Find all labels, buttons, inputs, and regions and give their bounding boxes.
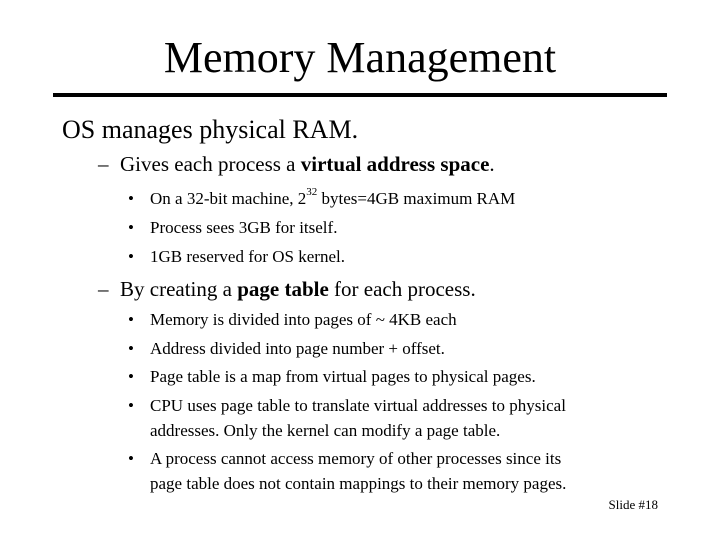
bullet-marker: • [128, 396, 134, 415]
bullet-text: CPU uses page table to translate virtual addresses to physical [150, 396, 566, 415]
slide-title: Memory Management [163, 33, 557, 82]
bullet-1gb [128, 242, 345, 271]
bullet-text: On a 32-bit machine, 2 [150, 189, 307, 208]
bullet-marker: • [128, 189, 134, 208]
title-divider [53, 93, 667, 97]
bullet-map [128, 362, 536, 391]
exponent: 32 [306, 186, 318, 199]
sub-point-virtual-address-space [98, 150, 495, 178]
bullet-marker: • [128, 247, 134, 266]
bullet-marker: • [128, 339, 134, 358]
bullet-marker: • [128, 367, 134, 386]
sub-point-page-table [98, 275, 476, 303]
bullet-text: A process cannot access memory of other processes since its [150, 449, 562, 468]
emphasis-text: virtual address space [300, 152, 490, 176]
bullet-text: Address divided into page number + offset. [150, 339, 445, 358]
bullet-pages [128, 305, 457, 334]
sub-point-text: Gives each process a [120, 152, 301, 176]
bullet-marker: • [128, 218, 134, 237]
bullet-text: 1GB reserved for OS kernel. [150, 247, 345, 266]
emphasis-text: page table [237, 277, 329, 301]
bullet-text-end: bytes=4GB maximum RAM [317, 189, 516, 208]
sub-point-text: By creating a [120, 277, 238, 301]
bullet-marker: • [128, 449, 134, 468]
sub-point-suffix: . [489, 152, 495, 176]
bullet-cpu-continued: addresses. Only the kernel can modify a page table. [150, 421, 501, 440]
bullet-isolation-continued: page table does not contain mappings to their memory pages. [150, 474, 567, 493]
bullet-32bit [128, 184, 515, 213]
main-point: OS manages physical RAM. [62, 115, 359, 144]
sub-point-suffix: for each process. [328, 277, 476, 301]
bullet-marker: • [128, 310, 134, 329]
bullet-3gb [128, 213, 337, 242]
dash-marker: – [98, 277, 109, 301]
bullet-text: Page table is a map from virtual pages to physical pages. [150, 367, 536, 386]
bullet-text: Process sees 3GB for itself. [150, 218, 338, 237]
slide-number: Slide #18 [608, 497, 658, 512]
dash-marker: – [98, 152, 109, 176]
bullet-text: Memory is divided into pages of ~ 4KB each [150, 310, 457, 329]
bullet-address [128, 334, 445, 363]
